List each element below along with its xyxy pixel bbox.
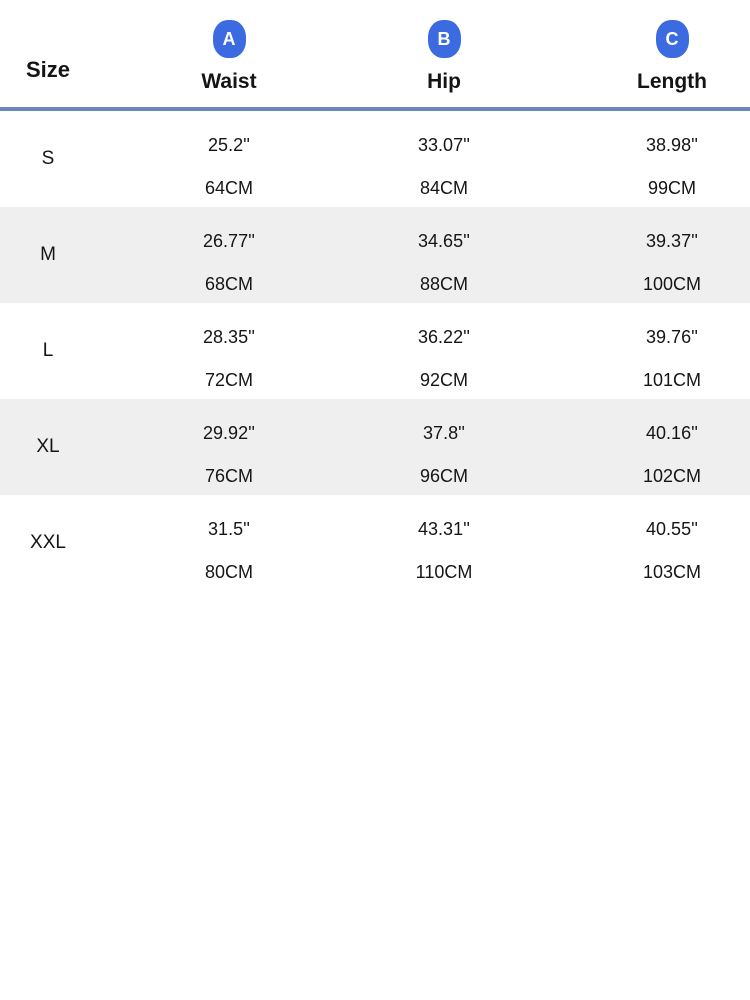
badge-a-icon: A bbox=[213, 20, 246, 58]
waist-inches-value: 25.2'' bbox=[208, 135, 250, 155]
table-row bbox=[0, 111, 750, 207]
hip-cell bbox=[362, 111, 526, 207]
waist-cm-value: 72CM bbox=[204, 370, 253, 390]
waist-inches-value: 28.35'' bbox=[203, 327, 255, 347]
length-inches-value: 38.98'' bbox=[646, 135, 698, 155]
waist-cell bbox=[96, 111, 362, 207]
length-inches-value: 39.37'' bbox=[646, 231, 698, 251]
length-cell bbox=[526, 495, 750, 591]
waist-cm-value: 68CM bbox=[204, 274, 253, 294]
table-row bbox=[0, 399, 750, 495]
waist-cell bbox=[96, 207, 362, 303]
size-value: S bbox=[41, 148, 55, 169]
length-inches-value: 40.55'' bbox=[646, 519, 698, 539]
hip-inches-value: 43.31'' bbox=[418, 519, 470, 539]
table-row bbox=[0, 303, 750, 399]
waist-cell bbox=[96, 399, 362, 495]
table-row bbox=[0, 207, 750, 303]
waist-cell bbox=[96, 495, 362, 591]
length-cm-value: 99CM bbox=[647, 178, 696, 198]
length-inches-value: 40.16'' bbox=[646, 423, 698, 443]
hip-cm-value: 96CM bbox=[419, 466, 468, 486]
size-column-header: Size bbox=[25, 57, 71, 82]
hip-cm-value: 88CM bbox=[419, 274, 468, 294]
size-value: XXL bbox=[30, 532, 66, 553]
length-header-label: Length bbox=[637, 70, 707, 93]
hip-cell bbox=[362, 207, 526, 303]
hip-column-header bbox=[362, 0, 526, 107]
waist-cell bbox=[96, 303, 362, 399]
hip-cell bbox=[362, 399, 526, 495]
hip-inches-value: 34.65'' bbox=[418, 231, 470, 251]
hip-cm-value: 110CM bbox=[415, 562, 473, 582]
length-cm-value: 101CM bbox=[642, 370, 702, 390]
length-cm-value: 100CM bbox=[642, 274, 702, 294]
hip-cm-value: 84CM bbox=[419, 178, 468, 198]
length-cell bbox=[526, 111, 750, 207]
hip-inches-value: 36.22'' bbox=[418, 327, 470, 347]
waist-inches-value: 31.5'' bbox=[208, 519, 250, 539]
size-value: L bbox=[42, 340, 54, 361]
length-cm-value: 103CM bbox=[642, 562, 702, 582]
waist-column-header bbox=[96, 0, 362, 107]
waist-inches-value: 29.92'' bbox=[203, 423, 255, 443]
waist-cm-value: 76CM bbox=[204, 466, 253, 486]
hip-inches-value: 37.8'' bbox=[423, 423, 465, 443]
length-cell bbox=[526, 399, 750, 495]
waist-header-label: Waist bbox=[201, 70, 257, 93]
hip-header-label: Hip bbox=[427, 70, 461, 93]
hip-cell bbox=[362, 495, 526, 591]
waist-inches-value: 26.77'' bbox=[203, 231, 255, 251]
waist-cm-value: 80CM bbox=[204, 562, 253, 582]
hip-cm-value: 92CM bbox=[419, 370, 468, 390]
length-cell bbox=[526, 303, 750, 399]
badge-c-icon: C bbox=[656, 20, 689, 58]
size-value: XL bbox=[36, 436, 60, 457]
length-cell bbox=[526, 207, 750, 303]
size-value: M bbox=[40, 244, 56, 265]
table-header bbox=[0, 0, 750, 111]
table-row bbox=[0, 495, 750, 591]
hip-cell bbox=[362, 303, 526, 399]
length-column-header bbox=[526, 0, 750, 107]
length-cm-value: 102CM bbox=[642, 466, 702, 486]
waist-cm-value: 64CM bbox=[204, 178, 253, 198]
hip-inches-value: 33.07'' bbox=[418, 135, 470, 155]
length-inches-value: 39.76'' bbox=[646, 327, 698, 347]
badge-b-icon: B bbox=[428, 20, 461, 58]
